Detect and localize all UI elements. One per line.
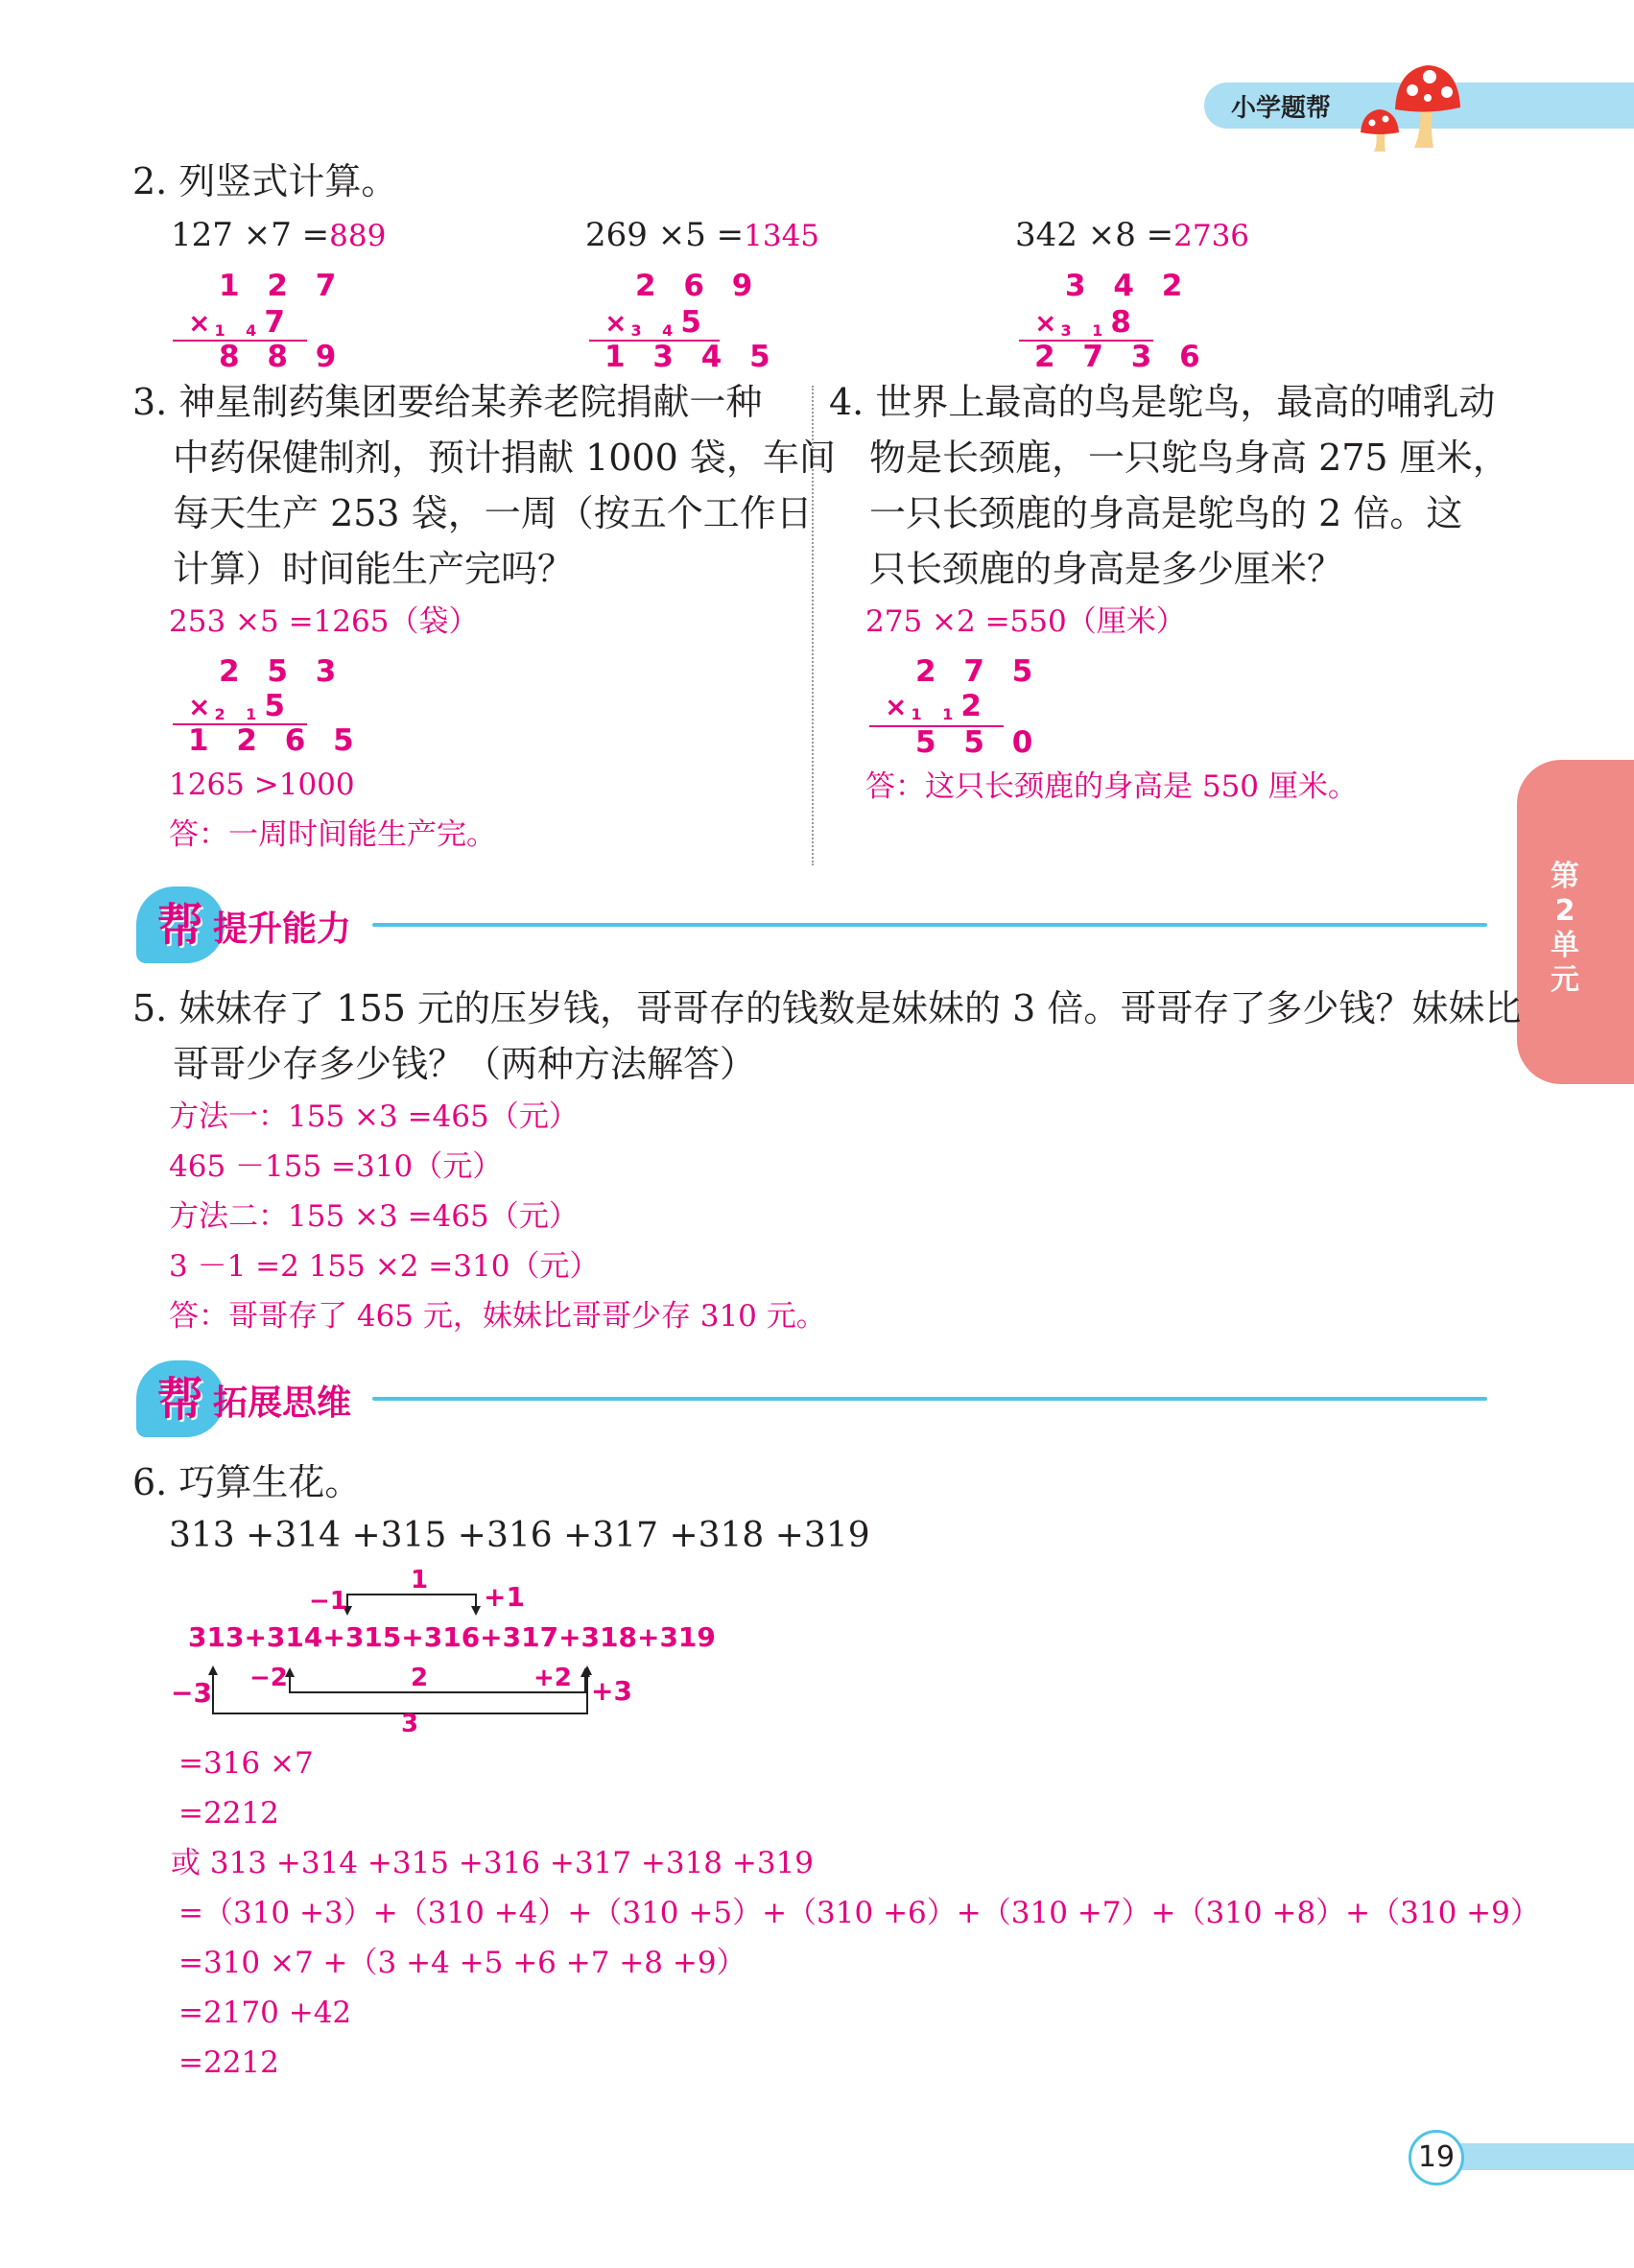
unit-label: 第2单元 [1551, 860, 1579, 997]
q2-vertical-2-mult: × 3 45 [604, 305, 710, 340]
diagram-sum: 313+314+315+316+317+318+319 [188, 1621, 716, 1653]
q4-vertical-mult: × 1 12 [885, 689, 990, 723]
q6-answer-1: =316 ×7 [178, 1746, 314, 1781]
q2-expr-3: 342 ×8 =2736 [1015, 216, 1250, 254]
mushroom-icon [1353, 56, 1468, 152]
q2-answer-1: 889 [329, 219, 387, 253]
q5-line-2: 哥哥少存多少钱？（两种方法解答） [173, 1043, 757, 1085]
q2-answer-2: 1345 [744, 219, 820, 253]
q3-vertical-mult: × 2 15 [188, 689, 294, 723]
q5-answer-3: 方法二：155 ×3 =465（元） [169, 1199, 579, 1234]
diagram-minus-3: −3 [171, 1677, 212, 1709]
q4-line-3: 一只长颈鹿的身高是鸵鸟的 2 倍。这 [869, 492, 1463, 534]
unit-side-tab [1517, 760, 1634, 1084]
q5-answer-2: 465 －155 =310（元） [169, 1149, 503, 1184]
q3-line-2: 中药保健制剂，预计捐献 1000 袋，车间 [173, 437, 836, 479]
q2-expr-2: 269 ×5 =1345 [585, 216, 820, 254]
diagram-plus-2: +2 [533, 1664, 572, 1692]
pairing-diagram [163, 1566, 716, 1742]
diagram-bottom-num: 3 [401, 1710, 419, 1738]
q2-vertical-3-top: 3 4 2 [1065, 269, 1192, 303]
q6-title: 6. 巧算生花。 [132, 1461, 362, 1503]
q3-vertical-top: 2 5 3 [219, 654, 345, 689]
q6-expression: 313 +314 +315 +316 +317 +318 +319 [169, 1516, 870, 1555]
q5-answer-4: 3 －1 =2 155 ×2 =310（元） [169, 1249, 600, 1284]
q6-answer-4: =（310 +3）+（310 +4）+（310 +5）+（310 +6）+（310 +7）+（310 +8）+（310 +9） [178, 1896, 1540, 1930]
q6-answer-2: =2212 [178, 1796, 279, 1831]
section1-line [372, 923, 1487, 927]
q2-vertical-1-mult: × 1 47 [188, 305, 294, 340]
q4-answer-1: 275 ×2 =550（厘米） [865, 604, 1186, 639]
section1-title: 提升能力 [213, 910, 352, 949]
q3-vertical-result: 1 2 6 5 [188, 723, 363, 758]
q2-vertical-1-top: 1 2 7 [219, 269, 345, 303]
q4-vertical-top: 2 7 5 [915, 654, 1042, 689]
diagram-top-num: 1 [411, 1566, 429, 1595]
q6-answer-5: =310 ×7 +（3 +4 +5 +6 +7 +8 +9） [178, 1946, 746, 1980]
q2-answer-3: 2736 [1173, 219, 1250, 253]
q4-vertical-result: 5 5 0 [915, 725, 1042, 760]
diagram-minus-1: −1 [309, 1587, 347, 1616]
q2-vertical-3-result: 2 7 3 6 [1034, 340, 1209, 374]
q2-vertical-2-result: 1 3 4 5 [604, 340, 779, 374]
q5-line-1: 5. 妹妹存了 155 元的压岁钱，哥哥存的钱数是妹妹的 3 倍。哥哥存了多少钱？妹妹比 [132, 987, 1522, 1029]
q3-line-3: 每天生产 253 袋，一周（按五个工作日 [173, 492, 813, 534]
q5-answer-1: 方法一：155 ×3 =465（元） [169, 1099, 579, 1134]
section1-bang: 帮 [157, 899, 204, 953]
q2-vertical-3-mult: × 3 18 [1034, 305, 1140, 340]
q3-answer-1: 253 ×5 =1265（袋） [169, 604, 479, 639]
q2-vertical-1-result: 8 8 9 [219, 340, 345, 374]
q6-answer-7: =2212 [178, 2045, 279, 2080]
section2-bang: 帮 [157, 1373, 204, 1427]
header-brand: 小学题帮 [1231, 94, 1332, 123]
q5-answer-5: 答：哥哥存了 465 元，妹妹比哥哥少存 310 元。 [169, 1299, 826, 1334]
diagram-mid-num: 2 [411, 1664, 429, 1692]
q4-line-4: 只长颈鹿的身高是多少厘米？ [869, 548, 1344, 590]
q2-vertical-2-top: 2 6 9 [635, 269, 762, 303]
q3-line-4: 计算）时间能生产完吗？ [173, 548, 575, 590]
diagram-plus-3: +3 [591, 1675, 632, 1707]
q3-line-1: 3. 神星制药集团要给某养老院捐献一种 [132, 381, 763, 423]
q4-line-1: 4. 世界上最高的鸟是鸵鸟，最高的哺乳动 [829, 381, 1496, 423]
q6-answer-3: 或 313 +314 +315 +316 +317 +318 +319 [171, 1846, 815, 1880]
q4-line-2: 物是长颈鹿，一只鸵鸟身高 275 厘米， [869, 437, 1509, 479]
section2-line [372, 1397, 1487, 1401]
q2-title: 2. 列竖式计算。 [132, 160, 398, 202]
q2-expr-1: 127 ×7 =889 [171, 216, 387, 254]
q3-answer-3: 答：一周时间能生产完。 [169, 817, 496, 852]
diagram-minus-2: −2 [249, 1664, 288, 1692]
diagram-plus-1: +1 [484, 1581, 525, 1613]
page-number: 19 [1409, 2130, 1464, 2185]
section2-title: 拓展思维 [213, 1383, 352, 1423]
q3-answer-2: 1265 >1000 [169, 768, 355, 802]
q6-answer-6: =2170 +42 [178, 1996, 352, 2030]
q4-answer-2: 答：这只长颈鹿的身高是 550 厘米。 [865, 769, 1358, 804]
